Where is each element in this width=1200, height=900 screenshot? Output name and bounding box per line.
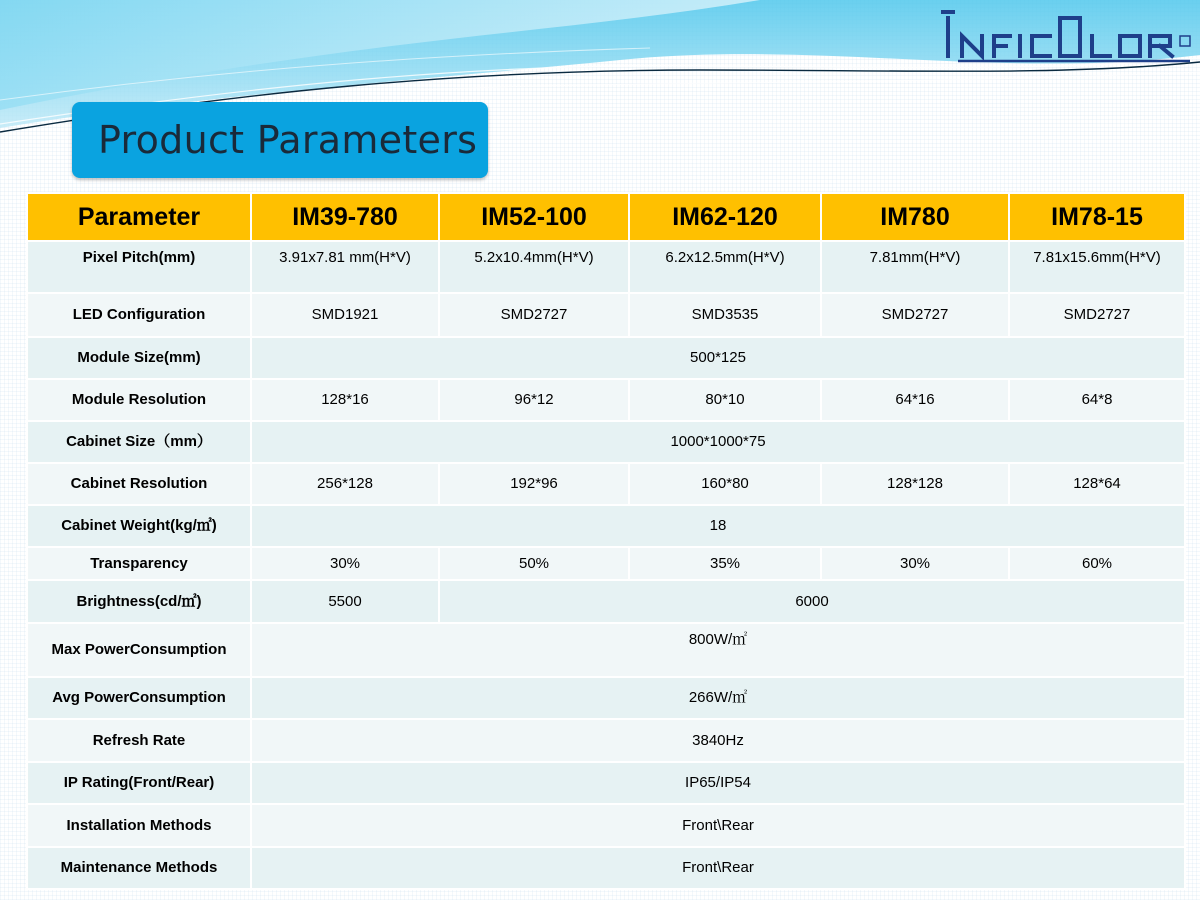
table-cell: SMD3535 (629, 293, 821, 337)
header-row (27, 193, 1185, 241)
page-title: Product Parameters (98, 118, 478, 162)
header-im39-780: IM39-780 (251, 193, 439, 241)
row-module-size (27, 337, 1185, 379)
header-im780: IM780 (821, 193, 1009, 241)
row-maintenance-methods (27, 847, 1185, 889)
table-cell: 500*125 (251, 337, 1185, 379)
header-im78-15: IM78-15 (1009, 193, 1185, 241)
table-cell: SMD1921 (251, 293, 439, 337)
header-parameter: Parameter (27, 193, 251, 241)
row-label: IP Rating(Front/Rear) (27, 762, 251, 804)
header-im52-100: IM52-100 (439, 193, 629, 241)
table-cell: 64*8 (1009, 379, 1185, 421)
table-cell: 3.91x7.81 mm(H*V) (251, 241, 439, 293)
row-refresh-rate (27, 719, 1185, 762)
table-cell: 5.2x10.4mm(H*V) (439, 241, 629, 293)
table-cell: SMD2727 (821, 293, 1009, 337)
row-label: Installation Methods (27, 804, 251, 847)
table-cell: 30% (821, 547, 1009, 580)
row-label: Brightness(cd/㎡) (27, 580, 251, 623)
table-cell: 5500 (251, 580, 439, 623)
table-cell: 3840Hz (251, 719, 1185, 762)
table-cell: 256*128 (251, 463, 439, 505)
row-label: Module Size(mm) (27, 337, 251, 379)
table-cell: 128*16 (251, 379, 439, 421)
table-cell: 7.81x15.6mm(H*V) (1009, 241, 1185, 293)
table-cell: SMD2727 (439, 293, 629, 337)
title-banner (72, 102, 488, 178)
table-cell: 192*96 (439, 463, 629, 505)
row-label: Pixel Pitch(mm) (27, 241, 251, 293)
table-cell: 64*16 (821, 379, 1009, 421)
table-cell: Front\Rear (251, 847, 1185, 889)
table-cell: 7.81mm(H*V) (821, 241, 1009, 293)
row-installation-methods (27, 804, 1185, 847)
table-cell: 50% (439, 547, 629, 580)
product-parameters-table (26, 192, 1186, 890)
header-im62-120: IM62-120 (629, 193, 821, 241)
row-label: Module Resolution (27, 379, 251, 421)
row-ip-rating (27, 762, 1185, 804)
row-label: Transparency (27, 547, 251, 580)
table-cell: 80*10 (629, 379, 821, 421)
row-avg-power-consumption (27, 677, 1185, 719)
row-module-resolution (27, 379, 1185, 421)
row-label: Cabinet Size（mm） (27, 421, 251, 463)
table-cell: 160*80 (629, 463, 821, 505)
row-label: Avg PowerConsumption (27, 677, 251, 719)
row-label: LED Configuration (27, 293, 251, 337)
row-transparency (27, 547, 1185, 580)
row-label: Maintenance Methods (27, 847, 251, 889)
row-led-configuration (27, 293, 1185, 337)
inficolor-logo (940, 8, 1195, 66)
table-cell: SMD2727 (1009, 293, 1185, 337)
row-pixel-pitch (27, 241, 1185, 293)
table-cell: 128*64 (1009, 463, 1185, 505)
table-cell: 18 (251, 505, 1185, 547)
row-cabinet-weight (27, 505, 1185, 547)
table-cell: IP65/IP54 (251, 762, 1185, 804)
table-cell: 96*12 (439, 379, 629, 421)
table-cell: 30% (251, 547, 439, 580)
table-cell: 800W/㎡ (251, 623, 1185, 677)
row-cabinet-resolution (27, 463, 1185, 505)
table-cell: 1000*1000*75 (251, 421, 1185, 463)
row-label: Refresh Rate (27, 719, 251, 762)
table-cell: 266W/㎡ (251, 677, 1185, 719)
table-cell: Front\Rear (251, 804, 1185, 847)
table-cell: 6000 (439, 580, 1185, 623)
table-cell: 128*128 (821, 463, 1009, 505)
row-cabinet-size (27, 421, 1185, 463)
table-cell: 6.2x12.5mm(H*V) (629, 241, 821, 293)
row-label: Cabinet Resolution (27, 463, 251, 505)
row-brightness (27, 580, 1185, 623)
table-cell: 60% (1009, 547, 1185, 580)
table-cell: 35% (629, 547, 821, 580)
row-label: Max PowerConsumption (27, 623, 251, 677)
row-label: Cabinet Weight(kg/㎡) (27, 505, 251, 547)
row-max-power-consumption (27, 623, 1185, 677)
